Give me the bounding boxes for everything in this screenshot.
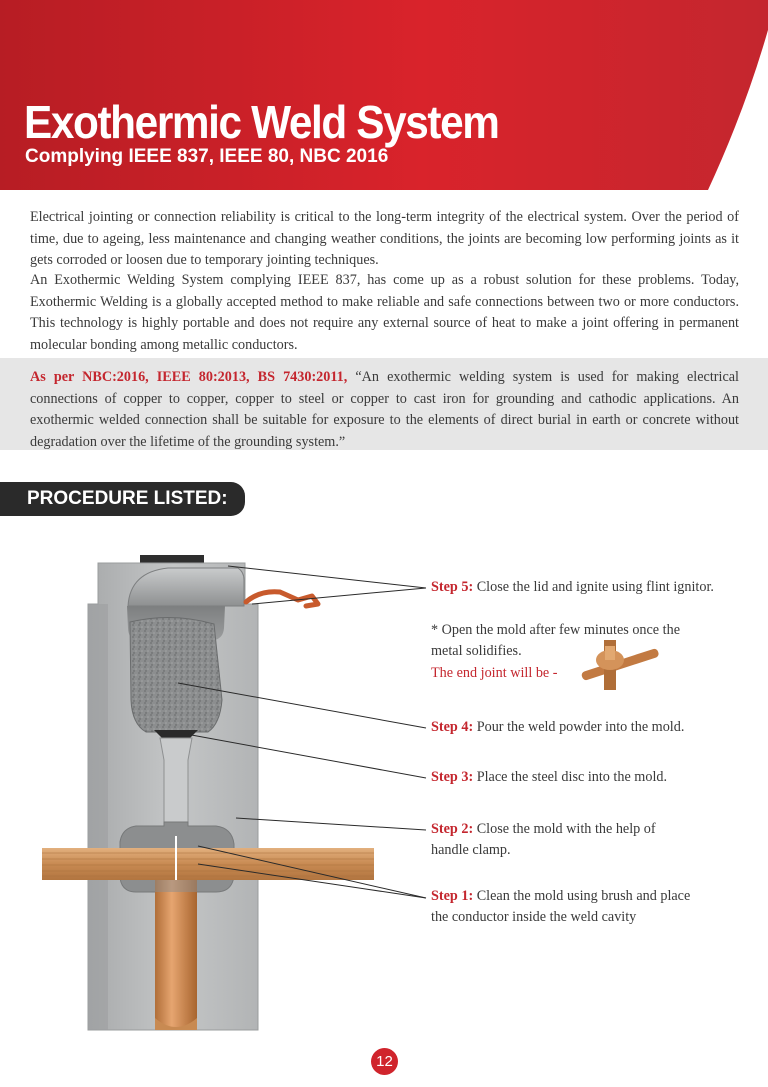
step-1 (431, 886, 697, 928)
page-title: Exothermic Weld System (24, 96, 499, 148)
step-3 (431, 767, 731, 788)
page-number: 12 (371, 1048, 398, 1075)
mold-top-plate (140, 555, 204, 563)
step-3-label: Step 3: (431, 769, 474, 785)
step-5-label: Step 5: (431, 579, 474, 595)
step-1-text: Clean the mold using brush and place the conductor inside the weld cavity (431, 888, 691, 925)
step-1-label: Step 1: (431, 888, 474, 904)
end-joint-label: The end joint will be - (431, 665, 558, 681)
step-5-note: * Open the mold after few minutes once the metal solidifies. (431, 622, 680, 659)
step-4-text: Pour the weld powder into the mold. (476, 719, 685, 735)
step-5-text: Close the lid and ignite using flint ignitor. (476, 579, 714, 595)
page-subtitle: Complying IEEE 837, IEEE 80, NBC 2016 (25, 146, 389, 167)
quote-reference: As per NBC:2016, IEEE 80:2013, BS 7430:2011, (30, 369, 348, 385)
procedure-heading: PROCEDURE LISTED: (27, 488, 228, 509)
step-4-label: Step 4: (431, 719, 474, 735)
step-3-text: Place the steel disc into the mold. (476, 769, 668, 785)
step-2-label: Step 2: (431, 821, 474, 837)
step-2-text: Close the mold with the help of handle clamp. (431, 821, 656, 858)
vertical-conductor (155, 880, 197, 1030)
weld-powder (130, 617, 222, 732)
step-4 (431, 717, 731, 738)
intro-paragraph-2: An Exothermic Welding System complying IEEE 837, has come up as a robust solution for these problems. Today, Exothermic Welding is a globally accepted method to make reliable and safe connections between two or more conductors. This technology is highly portable and does not require any external source of heat to make a joint offering in permanent molecular bonding among metallic conductors. (30, 272, 739, 353)
mold-diagram (0, 540, 768, 1040)
step-5 (431, 577, 731, 598)
intro-paragraph-1: Electrical jointing or connection reliability is critical to the long-term integrity of the electrical system. Over the period of time, due to ageing, less maintenance and changing weather conditions, the joints are becoming low performing joints as it gets corroded or loosen due to temporary jointing techniques. (30, 209, 739, 268)
standards-quote (30, 367, 739, 453)
quote-text: “An exothermic welding system is used for making electrical connections of copper to copper, copper to steel or copper to cast iron for grounding and cathodic applications. An exothermic welded connection shall be suitable for exposure to the elements of direct burial in earth or concrete without degradation over the lifetime of the grounding system.” (30, 369, 739, 450)
step-2 (431, 819, 691, 861)
